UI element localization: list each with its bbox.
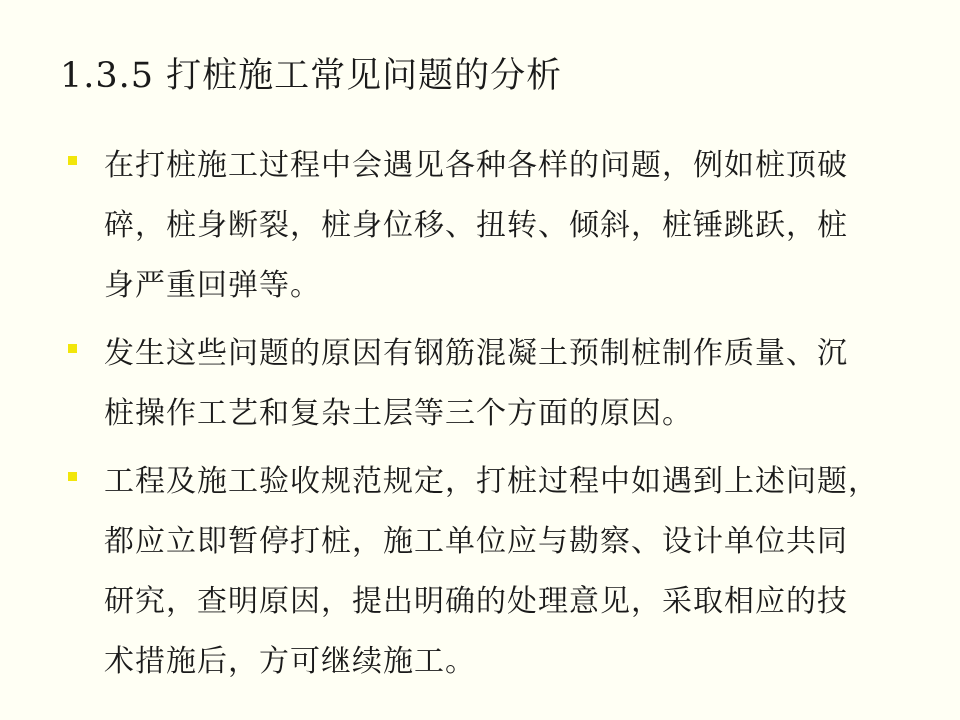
bullet-item (68, 452, 898, 692)
bullet-text-line: 术措施后，方可继续施工。 (104, 644, 476, 679)
bullet-text-line: 研究，查明原因，提出明确的处理意见，采取相应的技 (104, 584, 848, 619)
square-bullet-icon (68, 156, 77, 165)
bullet-list (68, 136, 898, 692)
bullet-text-line: 在打桩施工过程中会遇见各种各样的问题，例如桩顶破 (104, 148, 848, 183)
bullet-text-line: 发生这些问题的原因有钢筋混凝土预制桩制作质量、沉 (104, 336, 848, 371)
bullet-text-line: 桩操作工艺和复杂土层等三个方面的原因。 (104, 396, 693, 431)
square-bullet-icon (68, 472, 77, 481)
slide-title: 1.3.5 打桩施工常见问题的分析 (60, 56, 563, 96)
bullet-item (68, 324, 898, 444)
bullet-text-line: 身严重回弹等。 (104, 268, 321, 303)
bullet-text-line: 都应立即暂停打桩，施工单位应与勘察、设计单位共同 (104, 524, 848, 559)
bullet-item (68, 136, 898, 316)
square-bullet-icon (68, 344, 77, 353)
bullet-text-line: 碎，桩身断裂，桩身位移、扭转、倾斜，桩锤跳跃，桩 (104, 208, 848, 243)
bullet-text-line: 工程及施工验收规范规定，打桩过程中如遇到上述问题， (104, 464, 879, 499)
